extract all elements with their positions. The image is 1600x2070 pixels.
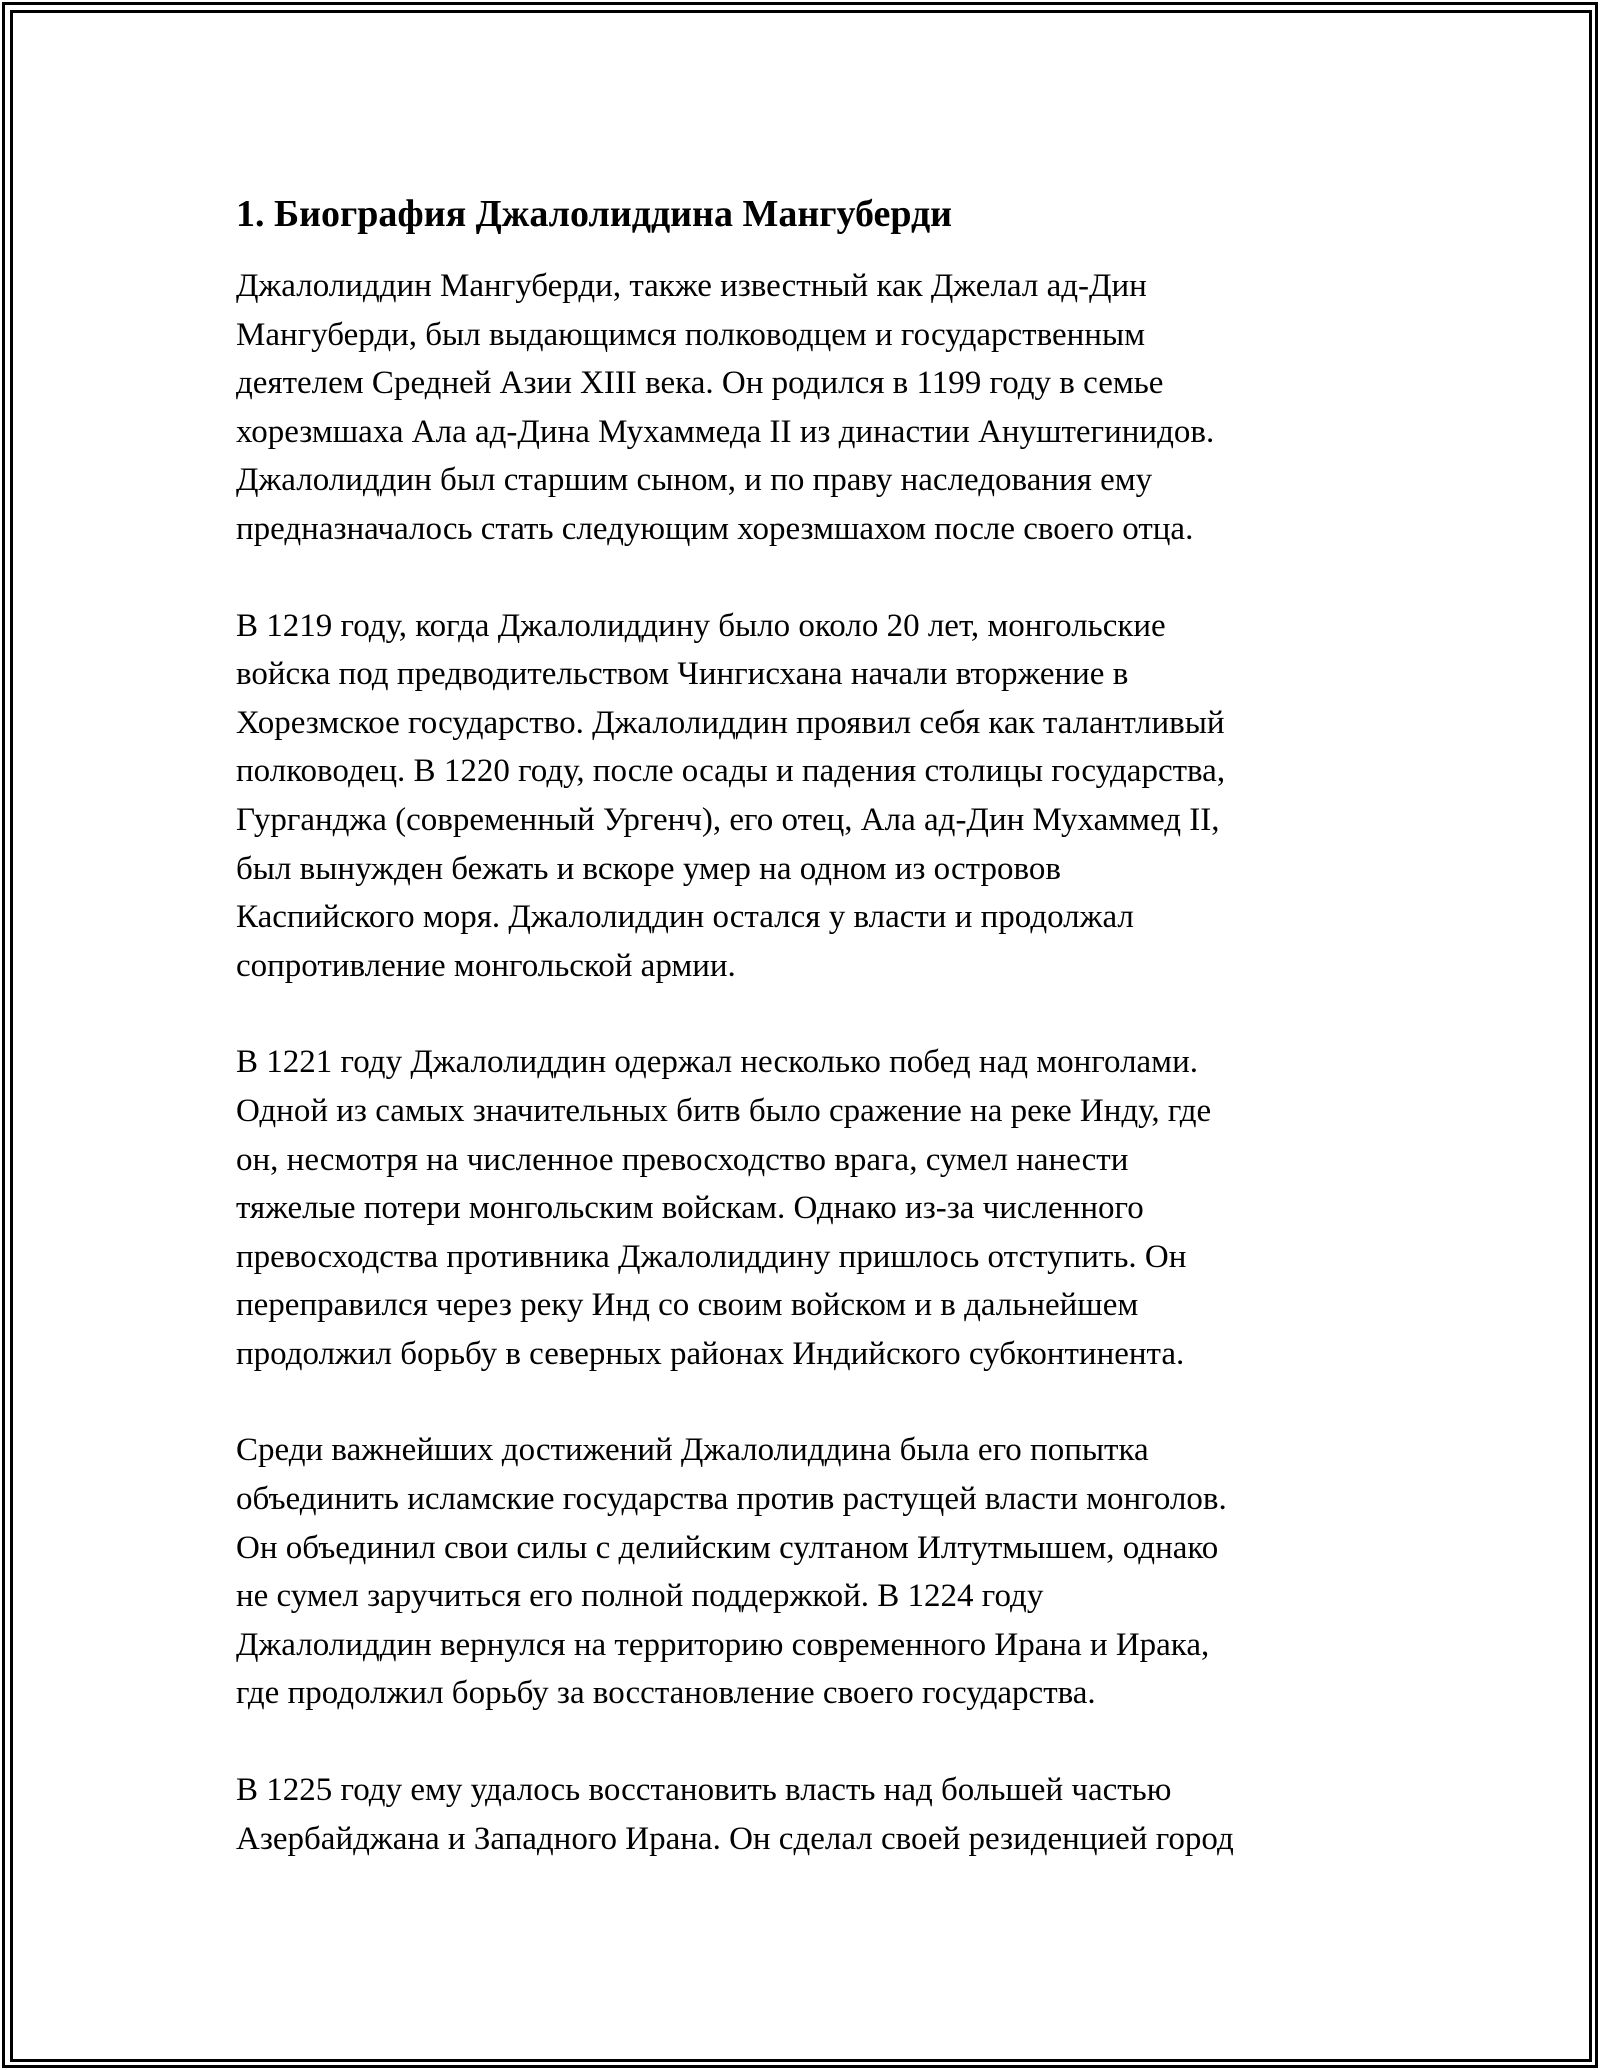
- text-line: Хорезмское государство. Джалолиддин проявил себя как талантливый: [236, 704, 1225, 741]
- document-body: [236, 184, 1376, 1911]
- text-line: объединить исламские государства против растущей власти монголов.: [236, 1481, 1227, 1518]
- text-line: переправился через реку Инд со своим войском и в дальнейшем: [236, 1287, 1139, 1324]
- text-line: превосходства противника Джалолиддину пришлось отступить. Он: [236, 1238, 1187, 1275]
- text-line: Одной из самых значительных битв было сражение на реке Инду, где: [236, 1092, 1212, 1129]
- text-line: где продолжил борьбу за восстановление своего государства.: [236, 1675, 1096, 1712]
- text-line: Каспийского моря. Джалолиддин остался у власти и продолжал: [236, 899, 1134, 936]
- text-line: полководец. В 1220 году, после осады и падения столицы государства,: [236, 753, 1226, 790]
- paragraph-5: [236, 1766, 1376, 1863]
- paragraph-2: [236, 602, 1376, 991]
- text-line: Азербайджана и Западного Ирана. Он сделал своей резиденцией город: [236, 1820, 1234, 1857]
- text-line: Джалолиддин Мангуберди, также известный как Джелал ад-Дин: [236, 268, 1147, 304]
- text-line: предназначалось стать следующим хорезмшахом после своего отца.: [236, 510, 1194, 547]
- text-line: он, несмотря на численное превосходство врага, сумел нанести: [236, 1141, 1129, 1178]
- text-line: войска под предводительством Чингисхана начали вторжение в: [236, 656, 1129, 693]
- document-title: 1. Биография Джалолиддина Мангуберди: [236, 193, 953, 235]
- text-line: Среди важнейших достижений Джалолиддина была его попытка: [236, 1432, 1149, 1469]
- text-line: сопротивление монгольской армии.: [236, 947, 736, 984]
- text-line: Гурганджа (современный Ургенч), его отец, Ала ад-Дин Мухаммед II,: [236, 801, 1220, 838]
- text-line: Джалолиддин вернулся на территорию современного Ирана и Ирака,: [236, 1626, 1210, 1663]
- text-line: Мангуберди, был выдающимся полководцем и государственным: [236, 316, 1145, 353]
- text-line: В 1219 году, когда Джалолиддину было около 20 лет, монгольские: [236, 607, 1166, 644]
- paragraph-4: [236, 1426, 1376, 1718]
- text-line: В 1225 году ему удалось восстановить власть над большей частью: [236, 1772, 1172, 1809]
- text-line: не сумел заручиться его полной поддержкой. В 1224 году: [236, 1578, 1044, 1615]
- paragraph-1: [236, 262, 1376, 554]
- text-line: тяжелые потери монгольским войскам. Однако из-за численного: [236, 1190, 1144, 1227]
- text-line: был вынужден бежать и вскоре умер на одном из островов: [236, 850, 1061, 887]
- paragraph-3: [236, 1038, 1376, 1378]
- text-line: В 1221 году Джалолиддин одержал несколько побед над монголами.: [236, 1044, 1198, 1081]
- text-line: Он объединил свои силы с делийским султаном Илтутмышем, однако: [236, 1529, 1219, 1566]
- text-line: деятелем Средней Азии XIII века. Он родился в 1199 году в семье: [236, 365, 1164, 402]
- text-line: хорезмшаха Ала ад-Дина Мухаммеда II из династии Ануштегинидов.: [236, 413, 1215, 450]
- text-line: продолжил борьбу в северных районах Индийского субконтинента.: [236, 1335, 1185, 1372]
- text-line: Джалолиддин был старшим сыном, и по праву наследования ему: [236, 462, 1153, 499]
